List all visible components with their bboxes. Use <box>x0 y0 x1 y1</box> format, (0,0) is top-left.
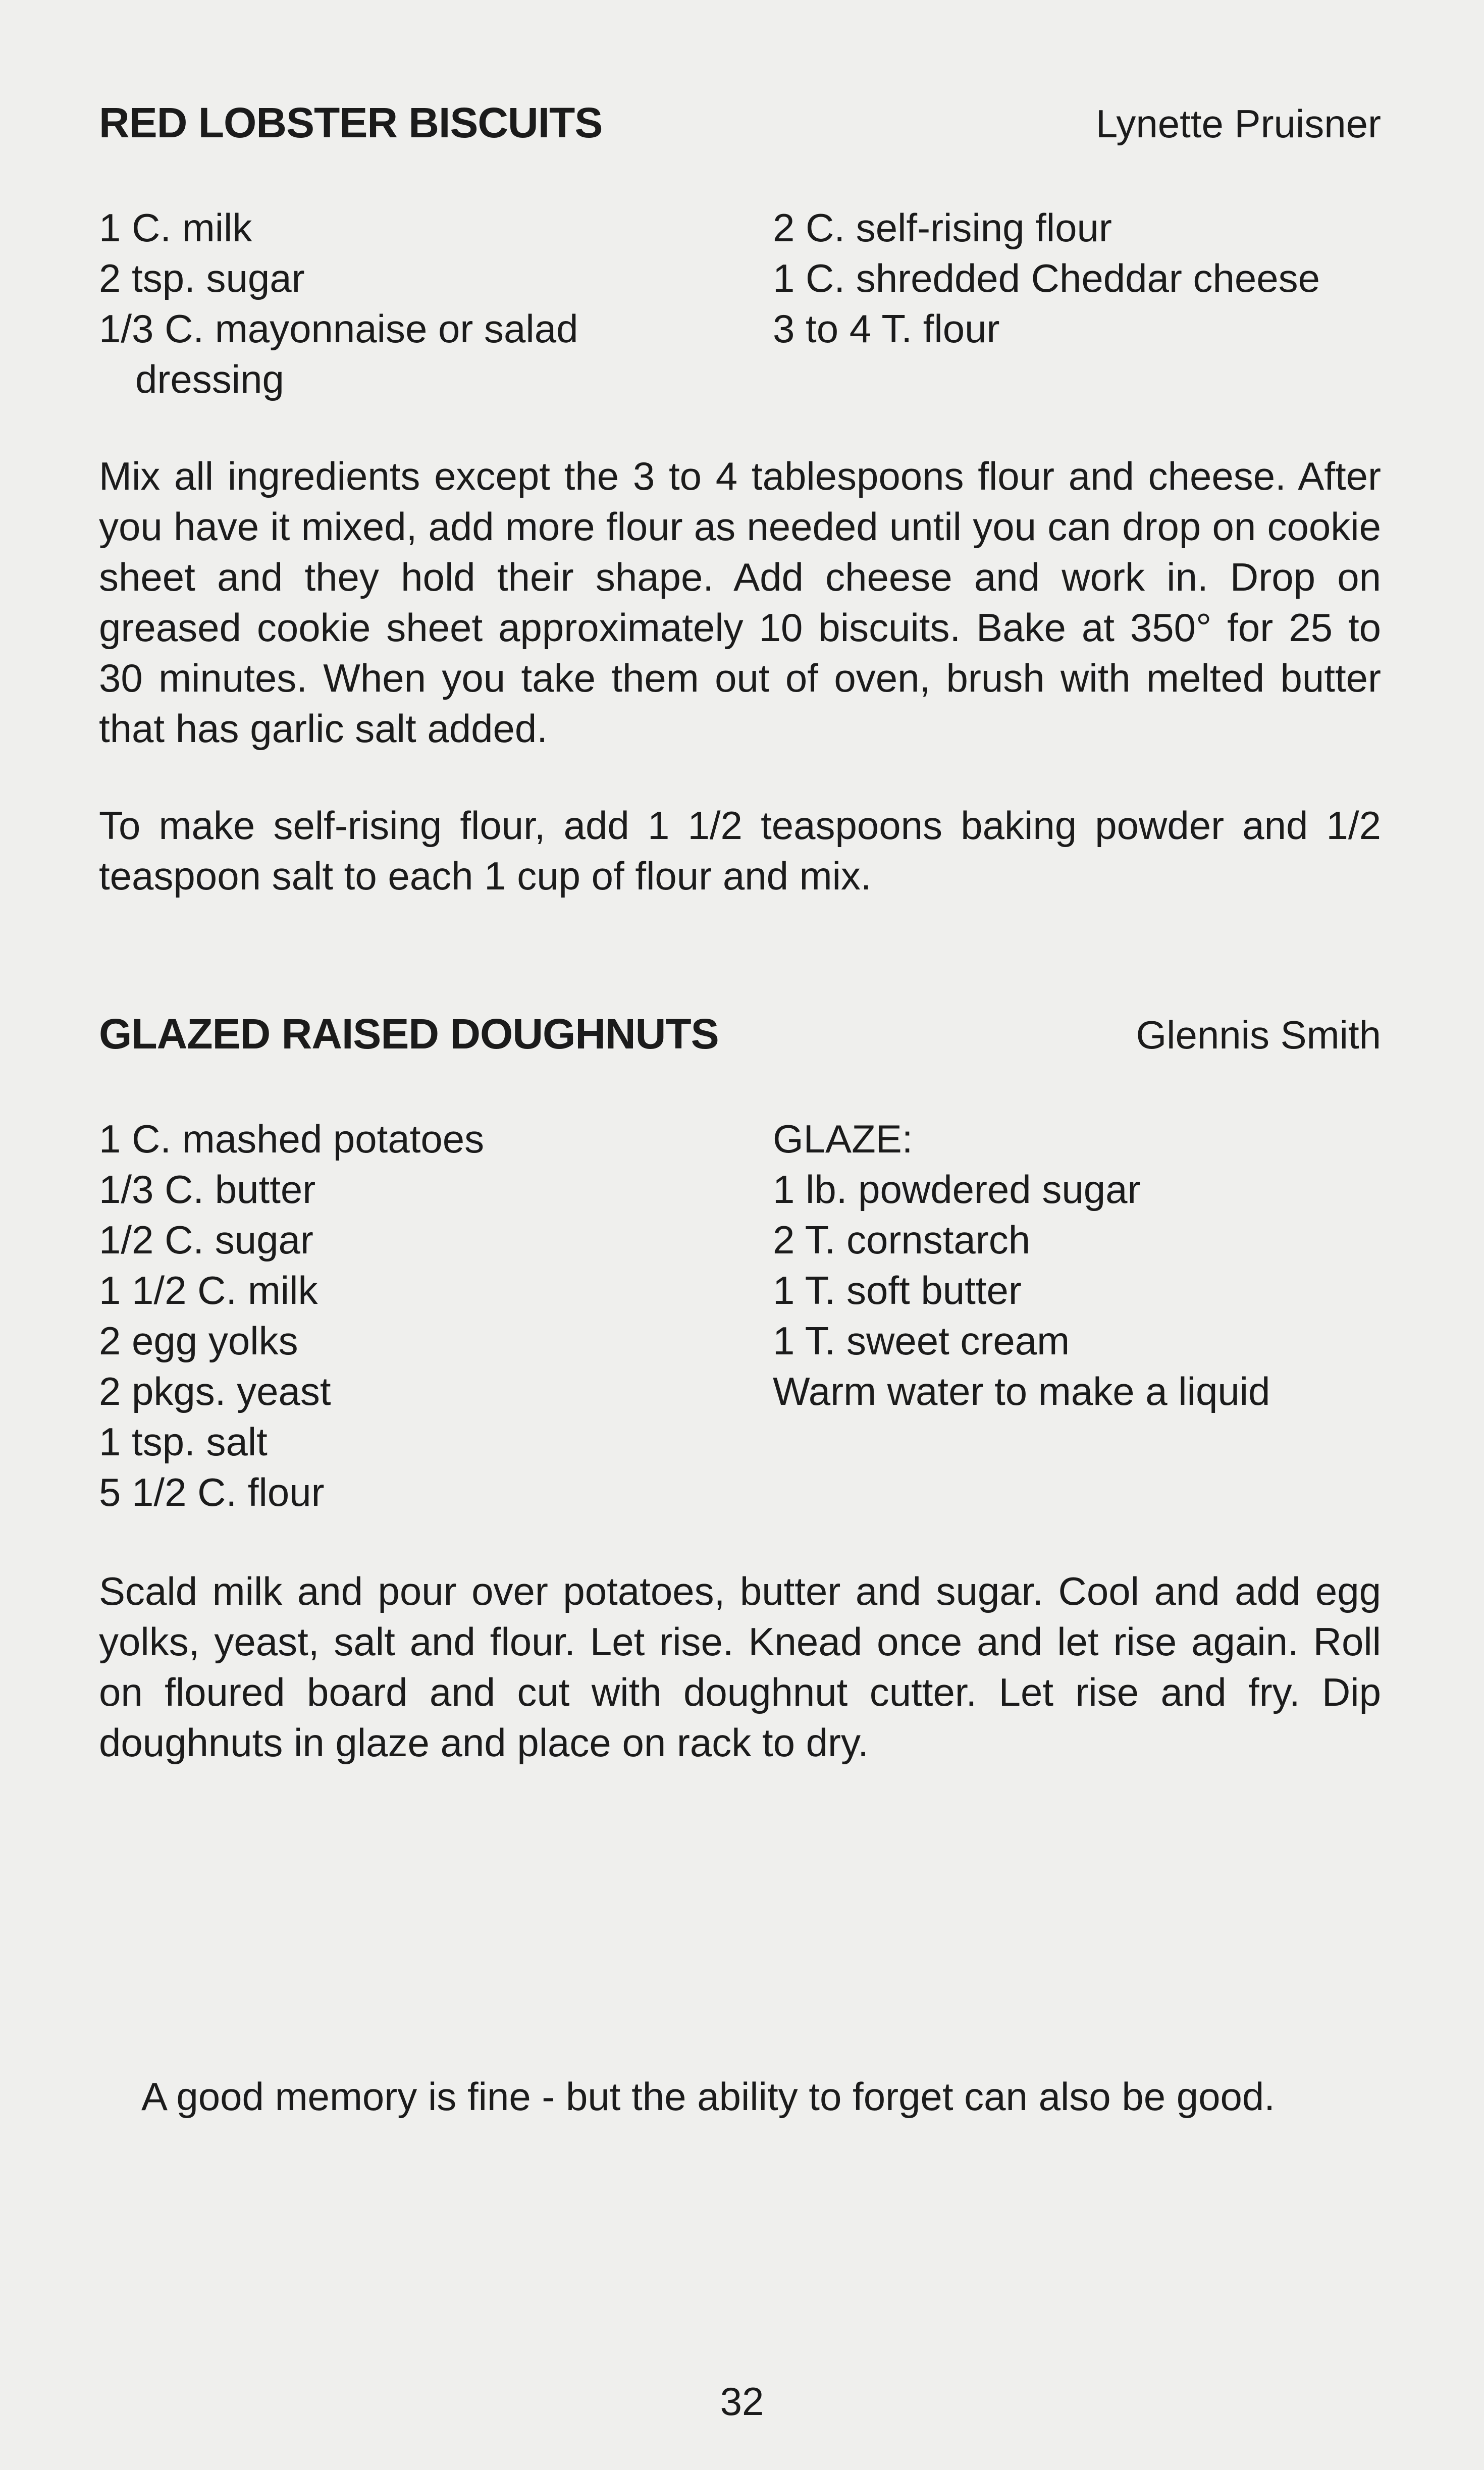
ingredient-column-left <box>99 1114 773 1517</box>
recipe-directions: Scald milk and pour over potatoes, butter and sugar. Cool and add egg yolks, yeast, salt and flour. Let rise. Knead once and let rise again. Roll on floured board and cut with doughnut cutter. Let rise and fry. Dip doughnuts in glaze and place on rack to dry. <box>99 1569 1381 1765</box>
recipe-title: RED LOBSTER BISCUITS <box>99 99 603 146</box>
ingredient-item: 2 T. cornstarch <box>773 1218 1031 1262</box>
ingredient-column-left <box>99 202 773 404</box>
ingredient-item: 2 egg yolks <box>99 1319 298 1363</box>
recipe-author: Lynette Pruisner <box>1095 101 1381 146</box>
ingredient-item: 2 pkgs. yeast <box>99 1369 331 1413</box>
ingredient-item: Warm water to make a liquid <box>773 1369 1270 1413</box>
recipe-red-lobster-biscuits <box>99 98 1381 901</box>
ingredient-item: 1 lb. powdered sugar <box>773 1167 1141 1212</box>
ingredient-item: 2 C. self-rising flour <box>773 205 1112 250</box>
footer-quote: A good memory is fine - but the ability to forget can also be good. <box>141 2074 1275 2119</box>
ingredient-list <box>99 202 1381 404</box>
ingredient-item-continued: dressing <box>135 357 284 401</box>
recipe-author: Glennis Smith <box>1136 1013 1381 1057</box>
recipe-glazed-raised-doughnuts <box>99 1010 1381 1768</box>
ingredient-item: 1/3 C. mayonnaise or salad <box>99 306 578 351</box>
ingredient-list <box>99 1114 1381 1517</box>
recipe-header <box>99 98 1381 154</box>
recipe-directions: Mix all ingredients except the 3 to 4 tablespoons flour and cheese. After you have it mixed, add more flour as needed until you can drop on cookie sheet and they hold their shape. Add cheese and work in. Drop on greased cookie sheet approximately 10 biscuits. Bake at 350° for 25 to 30 minutes. When you take them out of oven, brush with melted butter that has garlic salt added. <box>99 454 1381 751</box>
ingredient-item: 2 tsp. sugar <box>99 256 305 300</box>
ingredient-item: 5 1/2 C. flour <box>99 1470 325 1514</box>
ingredient-item: 1 T. sweet cream <box>773 1319 1070 1363</box>
ingredient-item: 3 to 4 T. flour <box>773 306 1000 351</box>
ingredient-item: 1 C. milk <box>99 205 252 250</box>
ingredient-item: 1 C. mashed potatoes <box>99 1117 485 1161</box>
ingredient-item: 1/2 C. sugar <box>99 1218 313 1262</box>
ingredient-item: 1 1/2 C. milk <box>99 1268 318 1312</box>
recipe-header <box>99 1010 1381 1065</box>
ingredient-item: 1 T. soft butter <box>773 1268 1022 1312</box>
ingredient-item: 1 C. shredded Cheddar cheese <box>773 256 1320 300</box>
page-number: 32 <box>720 2379 764 2424</box>
glaze-column <box>773 1114 1381 1517</box>
glaze-heading: GLAZE: <box>773 1117 913 1161</box>
ingredient-item: 1 tsp. salt <box>99 1420 268 1464</box>
recipe-note: To make self-rising flour, add 1 1/2 teaspoons baking powder and 1/2 teaspoon salt to each 1 cup of flour and mix. <box>99 803 1381 898</box>
ingredient-item: 1/3 C. butter <box>99 1167 316 1212</box>
ingredient-column-right <box>773 202 1381 404</box>
recipe-title: GLAZED RAISED DOUGHNUTS <box>99 1010 719 1058</box>
